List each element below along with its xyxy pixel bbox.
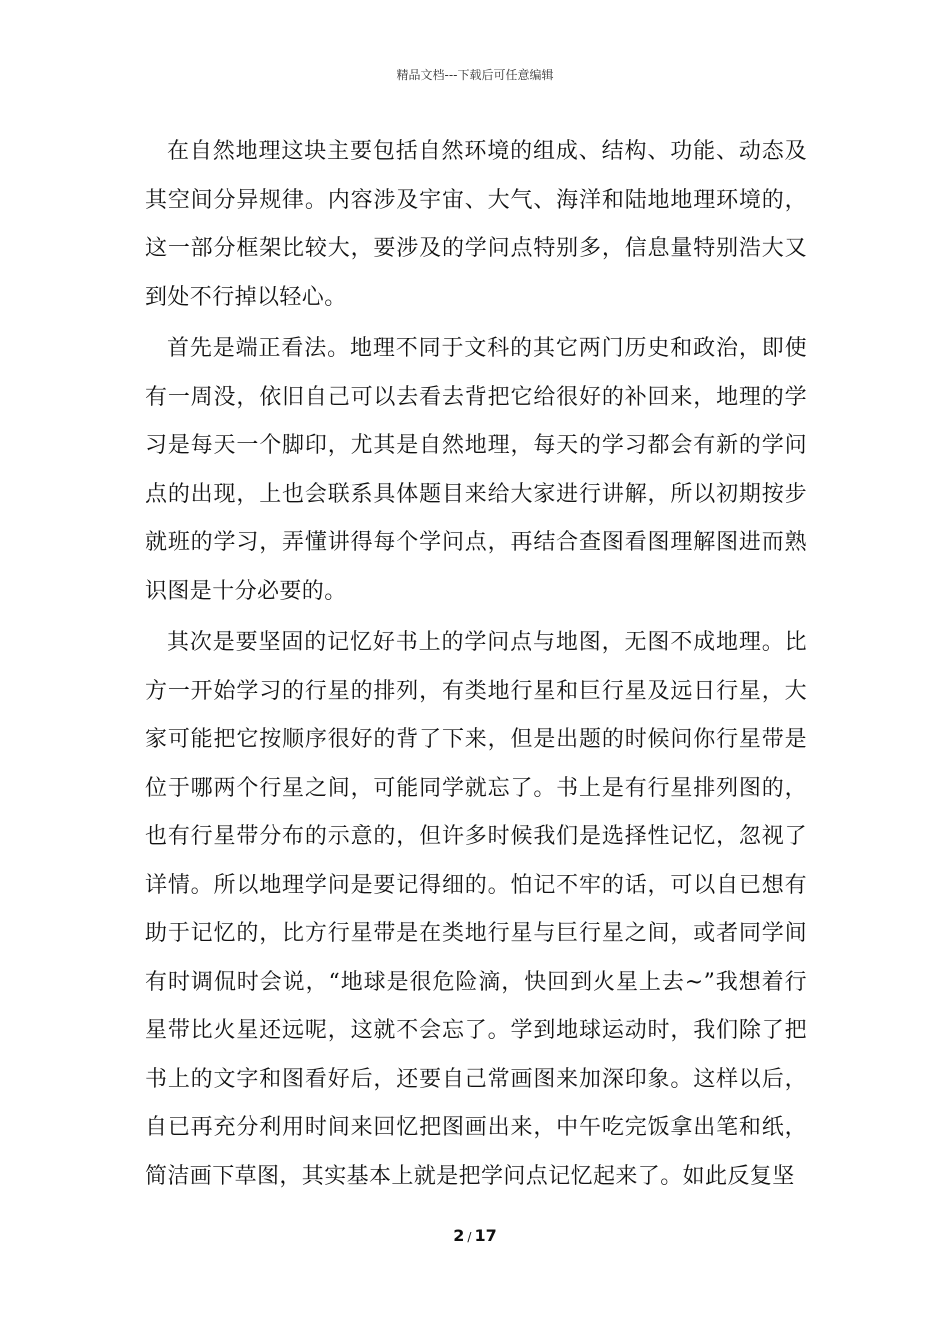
document-body <box>145 128 807 1201</box>
total-pages-number: 17 <box>474 1226 497 1245</box>
current-page-number: 2 <box>453 1226 465 1245</box>
page-number <box>0 1226 950 1245</box>
paragraph-1: 在自然地理这块主要包括自然环境的组成、结构、功能、动态及其空间分异规律。内容涉及宇宙、大气、海洋和陆地地理环境的，这一部分框架比较大，要涉及的学问点特别多，信息量特别浩大又到处不行掉以轻心。 <box>145 139 807 310</box>
paragraph-2: 首先是端正看法。地理不同于文科的其它两门历史和政治，即使有一周没，依旧自己可以去看去背把它给很好的补回来，地理的学习是每天一个脚印，尤其是自然地理，每天的学习都会有新的学问点的出现，上也会联系具体题目来给大家进行讲解，所以初期按步就班的学习，弄懂讲得每个学问点，再结合查图看图理解图进而熟识图是十分必要的。 <box>145 336 807 604</box>
page-header: 精品文档---下载后可任意编辑 <box>396 68 554 82</box>
page-number-separator: / <box>467 1230 472 1244</box>
paragraph-3: 其次是要坚固的记忆好书上的学问点与地图，无图不成地理。比方一开始学习的行星的排列，有类地行星和巨行星及远日行星，大家可能把它按顺序很好的背了下来，但是出题的时候问你行星带是位于哪两个行星之间，可能同学就忘了。书上是有行星排列图的，也有行星带分布的示意的，但许多时候我们是选择性记忆，忽视了详情。所以地理学问是要记得细的。怕记不牢的话，可以自已想有助于记忆的，比方行星带是在类地行星与巨行星之间，或者同学间有时调侃时会说，“地球是很危险滴，快回到火星上去~”我想着行星带比火星还远呢，这就不会忘了。学到地球运动时，我们除了把书上的文字和图看好后，还要自己常画图来加深印象。这样以后，自已再充分利用时间来回忆把图画出来，中午吃完饭拿出笔和纸，简洁画下草图，其实基本上就是把学问点记忆起来了。如此反复坚 <box>145 630 807 1189</box>
